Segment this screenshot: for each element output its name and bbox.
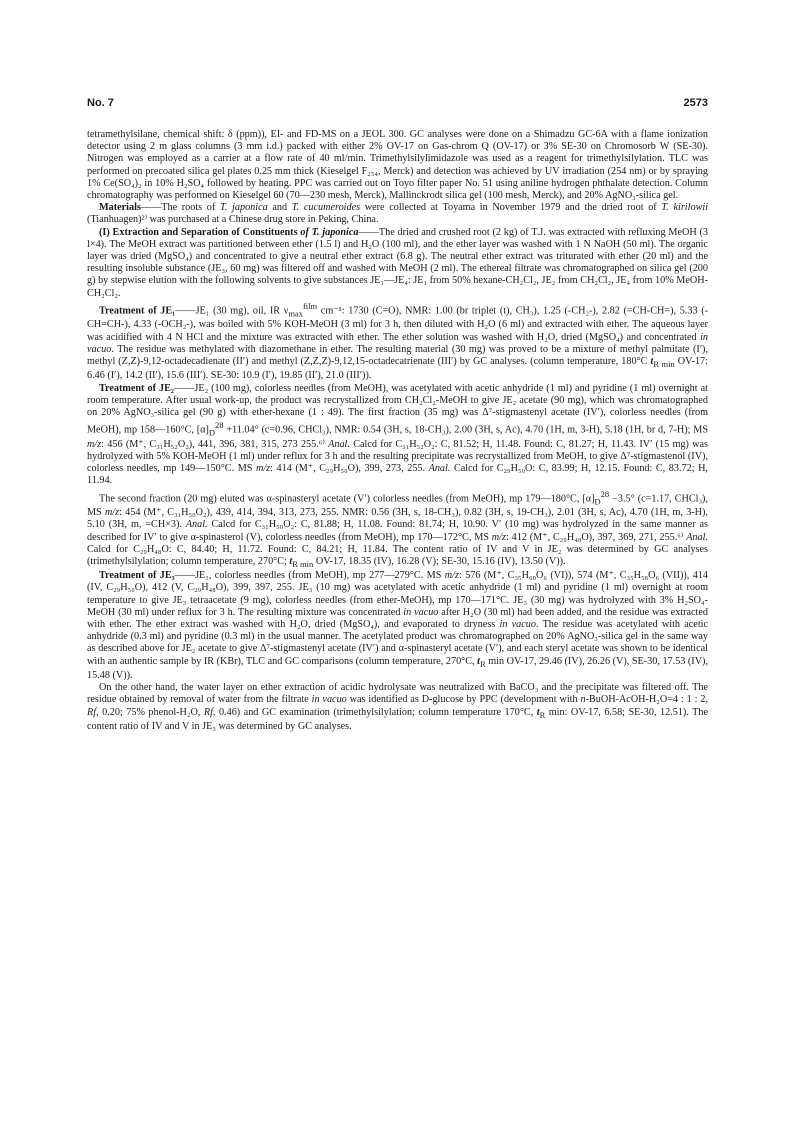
text-run: Anal. (185, 519, 208, 531)
text-run: in vacuo (499, 619, 536, 631)
text-run: D (208, 427, 216, 438)
text-run: : 412 (M⁺, C₂₉H₄₈O), 397, 369, 271, 255.⁶⁾ (505, 531, 687, 543)
text-run: 28 (600, 488, 610, 499)
text-run: . The residue was acetylated with acetic anhydride (0.3 ml) and pyridine (0.3 ml) in the usual manner. The acetylated product was chromatographed on 20% AgNO₃-silica gel in the same way as described above for JE₂ acetate to give Δ⁷-stigmastenyl acetate (IV′) and α-spinasteryl acetate (V′), and each steryl acetate was shown to be identical with an authentic sample by IR (KBr), TLC and GC comparisons (column temperature, 270°C, (87, 619, 709, 667)
text-run: : 576 (M⁺, C₃₅H₆₀O₆ (VI)), 574 (M⁺, C₃₅H₅₈O₆ (VII)), 414 (IV, C₂₉H₅₀O), 412 (V, C₂₉H₄₈O), 399, 397, 255. JE₃ (10 mg) was acetylated with acetic anhydride (1 ml) and pyridine (1 ml) overnight at room temperature to give JE₃ tetraacetate (9 mg), colorless needles (from ether-MeOH), mp 170—171°C. JE₃ (30 mg) was hydrolyzed with 3% H₂SO₄-MeOH (30 ml) under reflux for 3 h. The resulting mixture was concentrated (87, 570, 708, 618)
text-run: Rf (203, 706, 213, 718)
paragraph-p3 (87, 300, 708, 383)
paragraph-p6 (87, 570, 708, 682)
text-run: t (477, 655, 480, 667)
text-run: OV-17: 6.46 (I′), 14.2 (II′), 15.6 (III′). SE-30: 10.9 (I′), 19.85 (II′), 21.0 (III′)). (87, 356, 708, 382)
text-run: On the other hand, the water layer on ether extraction of acidic hydrolysate was neutralized with BaCO₃ and the precipitate was filtered off. The residue obtained by removal of water from the filtrate (87, 682, 708, 706)
text-run: Treatment of JE₁ (99, 305, 176, 317)
text-run: cm⁻¹: 1730 (C=O), NMR: 1.00 (br triplet (t), CH₃), 1.25 (-CH₂-), 2.82 (=CH-CH=), 5.33 (-CH=CH-), 4.33 (-OCH₂-), was boiled with 5% KOH-MeOH (3 ml) for 3 h, then diluted with H₂O (6 ml) and extracted with ether. The aqueous layer was acidified with 4 N HCl and the mixture was extracted with ether. The ether solution was washed with H₂O, dried (MgSO₄) and concentrated (87, 305, 708, 343)
text-run: in vacuo (403, 606, 439, 618)
text-run: was identified as D-glucose by PPC (development with (346, 694, 581, 706)
text-run: ——JE₃, colorless needles (from MeOH), mp 277—279°C. MS (174, 570, 445, 582)
text-run: were collected at Toyama in November 1979 and the dried root of (360, 202, 662, 214)
paragraph-p2 (87, 227, 708, 300)
text-run: Calcd for C₃₁H₅₀O₂: C, 81.88; H, 11.08. Found: 81.74; H, 10.90. V′ (10 mg) was hydrolyzed in the same manner as described for IV′ to give α-spinasterol (V), colorless needles (from MeOH), mp 170—172°C, MS (87, 519, 708, 543)
text-run: m/z (255, 463, 271, 475)
text-run: Anal. (328, 438, 350, 450)
text-run: Anal. (686, 531, 708, 543)
article-body (87, 129, 708, 733)
text-run: : 414 (M⁺, C₂₉H₅₀O), 399, 273, 255. (270, 463, 429, 475)
text-run: Calcd for C₃₁H₅₂O₂: C, 81.52; H, 11.48. Found: C, 81.27; H, 11.43. IV′ (15 mg) was hydrolyzed with 5% KOH-MeOH (1 ml) under reflux for 3 h and the resulting precipitate was recrystallized from MeOH, to give Δ⁷-stigmastenol (IV), colorless needles, mp 149—150°C. MS (87, 438, 708, 475)
text-run: , 0.20; 75% phenol-H₂O, (96, 706, 204, 718)
page-number: 2573 (683, 97, 708, 109)
text-run: t (650, 356, 654, 368)
text-run: Calcd for C₂₉H₅₀O: C, 83.99; H, 12.15. Found: C, 83.72; H, 11.94. (87, 463, 708, 487)
text-run: Calcd for C₂₉H₄₈O: C, 84.40; H, 11.72. Found: C, 84.21; H, 11.84. The content ratio of IV and V in JE₂ was determined by GC analyses (trimethylsilylation; column temperature, 270°C; (87, 543, 708, 567)
text-run: R (479, 658, 486, 669)
text-run: film (302, 300, 318, 311)
text-run: t (289, 556, 293, 567)
text-run: R min (292, 559, 314, 570)
text-run: The second fraction (20 mg) eluted was α-spinasteryl acetate (V′) colorless needles (from MeOH), mp 179—180°C, [α] (99, 492, 595, 504)
paragraph-p4 (87, 383, 708, 488)
text-run: (Tianhuagen)²⁾ was purchased at a Chinese drug store in Peking, China. (87, 214, 379, 226)
paragraph-p0 (87, 129, 708, 202)
text-run: R (539, 709, 546, 720)
text-run: ——JE₁ (30 mg), oil, IR ν (175, 305, 289, 317)
text-run: t (536, 706, 540, 718)
text-run: after H₂O (30 ml) had been added, and the residue was extracted with ether. The ether extract was washed with H₂O, dried (MgSO₄), and evaporated to dryness (87, 606, 708, 631)
paragraph-p1 (87, 202, 708, 226)
text-run: D (594, 495, 601, 506)
text-run: T. kirilowii (661, 202, 709, 214)
text-run: n (580, 694, 586, 706)
text-run: : 456 (M⁺, C₃₁H₅₂O₂), 441, 396, 381, 315, 273 255.⁶⁾ (101, 438, 329, 450)
text-run: tetramethylsilane, chemical shift: δ (ppm)), EI- and FD-MS on a JEOL 300. GC analyses were done on a Shimadzu GC-6A with a flame ionization detector using 2 m glass columns (3 mm i.d.) packed with either 2% OV-17 on Gas-chrom Q (OV-17) or 3% SE-30 on Chromosorb W (SE-30). Nitrogen was employed as a carrier at a flow rate of 40 ml/min. Trimethylsilylimidazole was used as a reagent for trimethylsilylation. TLC was performed on precoated silica gel plates 0.25 mm thick (Kieselgel F₂₅₄, Merck) and detection was achieved by UV irradiation (254 nm) or by spraying 1% Ce(SO₄)₂ in 10% H₂SO₄ followed by heating. PPC was carried out on Toyo filter paper No. 51 using aniline hydrogen phthalate detection. Column chromatography was performed on Kieselgel 60 (70—230 mesh, Merck), Mallinckrodt silica gel (100 mesh, Merck), and 20% AgNO₃-silica gel. (87, 129, 708, 202)
text-run: Anal. (428, 463, 451, 475)
text-run: 28 (215, 420, 224, 431)
text-run: (I) Extraction and Separation of Constituents (99, 226, 301, 238)
text-run: and (267, 202, 292, 214)
page-header (87, 97, 708, 113)
text-run: −3.5° (c=1.17, CHCl₃), MS (87, 492, 708, 519)
text-run: m/z (491, 531, 506, 543)
text-run: , 0.46) and GC examination (trimethylsilylation; column temperature 170°C, (212, 706, 537, 718)
text-run: -BuOH-AcOH-H₂O=4 : 1 : 2, (585, 694, 709, 706)
text-run: Rf (87, 706, 97, 718)
text-run: ——The roots of (140, 202, 220, 214)
paragraph-p5 (87, 488, 708, 571)
text-run: R min (653, 359, 675, 370)
text-run: Materials (99, 202, 141, 214)
text-run: in vacuo (87, 331, 708, 355)
text-run: Treatment of JE₂ (99, 382, 174, 394)
text-run: T. cucumeroides (291, 202, 361, 214)
text-run: max (288, 308, 303, 319)
journal-issue-number: No. 7 (87, 97, 114, 109)
text-run: min OV-17, 29.46 (IV), 26.26 (V), SE-30, 17.53 (IV), 15.48 (V)). (87, 655, 708, 681)
text-run: m/z (87, 438, 102, 450)
paragraph-p7 (87, 682, 708, 733)
text-run: . The residue was methylated with diazomethane in ether. The resulting material (30 mg) was proved to be a mixture of methyl palmitate (I′), methyl (Z,Z)-9,12-octadecadienate (II′) and methyl (Z,Z,Z)-9,12,15-octadecatrienate (III′) by GC analyses. (column temperature, 180°C (87, 343, 708, 368)
text-run: in vacuo (311, 694, 347, 706)
text-run: m/z (444, 570, 459, 582)
text-run: m/z (104, 507, 120, 519)
text-run: Treatment of JE₃ (99, 570, 175, 582)
text-run: +11.04° (c=0.96, CHCl₃), NMR: 0.54 (3H, s, 18-CH₃), 2.00 (3H, s, Ac), 4.70 (1H, m, 3-H), 5.18 (1H, br d, 7-H); MS (223, 424, 708, 436)
text-run: T. japonica (219, 202, 268, 214)
text-run: OV-17, 18.35 (IV), 16.28 (V); SE-30, 15.16 (IV), 13.50 (V)). (313, 556, 566, 567)
text-run: : 454 (M⁺, C₃₁H₅₀O₂), 439, 414, 394, 313, 273, 255. NMR: 0.56 (3H, s, 18-CH₃), 0.82 (3H, s, 19-CH₃), 2.01 (3H, s, Ac), 4.70 (1H, m, 3-H), 5.10 (3H, m, =CH×3). (87, 507, 708, 531)
text-run: min: OV-17, 6.58; SE-30, 12.51). The content ratio of IV and V in JE₃ was determined by GC analyses. (87, 706, 709, 732)
text-run: ——JE₂ (100 mg), colorless needles (from MeOH), was acetylated with acetic anhydride (1 ml) and pyridine (1 ml) overnight at room temperature. After usual work-up, the product was recrystallized from CH₂Cl₂-MeOH to give JE₂ acetate (90 mg), which was chromatographed on 20% AgNO₃-silica gel (90 g) with ether-hexane (1 : 49). The first fraction (35 mg) was Δ⁷-stigmastenyl acetate (IV′), colorless needles (from MeOH), mp 158—160°C, [α] (87, 382, 708, 436)
text-run: ——The dried and crushed root (2 kg) of T.J. was extracted with refluxing MeOH (3 l×4). The MeOH extract was partitioned between ether (1.5 l) and H₂O (100 ml), and the ether layer was washed with 1 N NaOH (50 ml). The organic layer was dried (MgSO₄) and concentrated to give a neutral ether extract (6.8 g). The neutral ether extract was triturated with ether (20 ml) and the resulting insoluble substance (JE₃, 60 mg) was filtered off and washed with MeOH (2 ml). The ethereal filtrate was chromatographed on silica gel (200 g) by stepwise elution with the following solvents to give substances JE₁—JE₄: JE₁ from 50% hexane-CH₂Cl₂, JE₂ from CH₂Cl₂, JE₄ from 10% MeOH-CH₂Cl₂. (87, 226, 709, 299)
text-run: of T. japonica (300, 226, 359, 238)
